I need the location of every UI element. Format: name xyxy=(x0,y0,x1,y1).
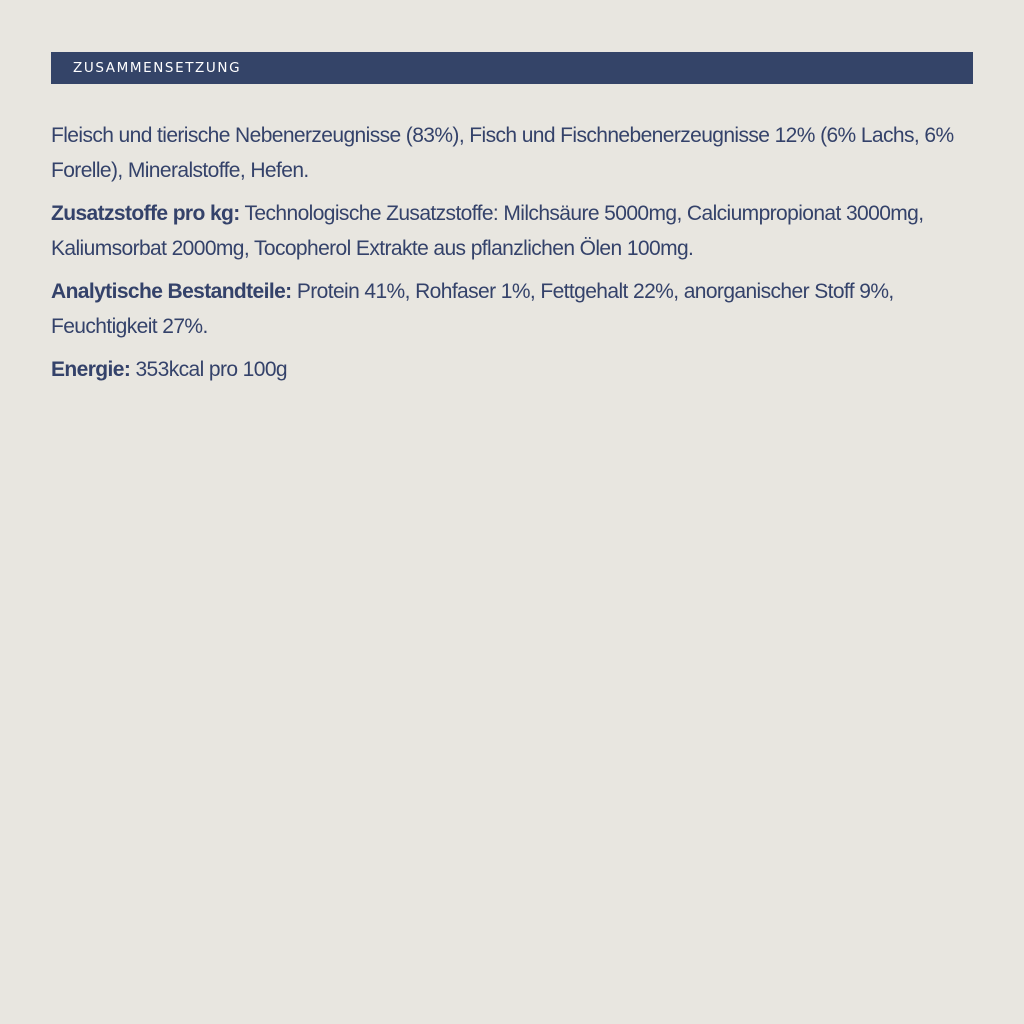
energy-text: 353kcal pro 100g xyxy=(130,358,287,381)
section-header-bar xyxy=(51,52,973,84)
analytics-label: Analytische Bestandteile: xyxy=(51,280,292,303)
composition-text: Fleisch und tierische Nebenerzeugnisse (83%), Fisch und Fischnebenerzeugnisse 12% (6% Lachs, 6% Forelle), Mineralstoffe, Hefen. xyxy=(51,124,954,182)
section-title: ZUSAMMENSETZUNG xyxy=(73,60,242,76)
additives-label: Zusatzstoffe pro kg: xyxy=(51,202,240,225)
analytics-paragraph xyxy=(51,274,981,344)
energy-paragraph xyxy=(51,352,981,387)
additives-text: Technologische Zusatzstoffe: Milchsäure 5000mg, Calciumpropionat 3000mg, Kaliumsorbat 2000mg, Tocopherol Extrakte aus pflanzlichen Ölen 100mg. xyxy=(51,202,924,260)
additives-paragraph xyxy=(51,196,981,266)
energy-label: Energie: xyxy=(51,358,131,381)
analytics-text: Protein 41%, Rohfaser 1%, Fettgehalt 22%, anorganischer Stoff 9%, Feuchtigkeit 27%. xyxy=(51,280,894,338)
composition-content xyxy=(51,118,981,395)
composition-paragraph xyxy=(51,118,981,188)
